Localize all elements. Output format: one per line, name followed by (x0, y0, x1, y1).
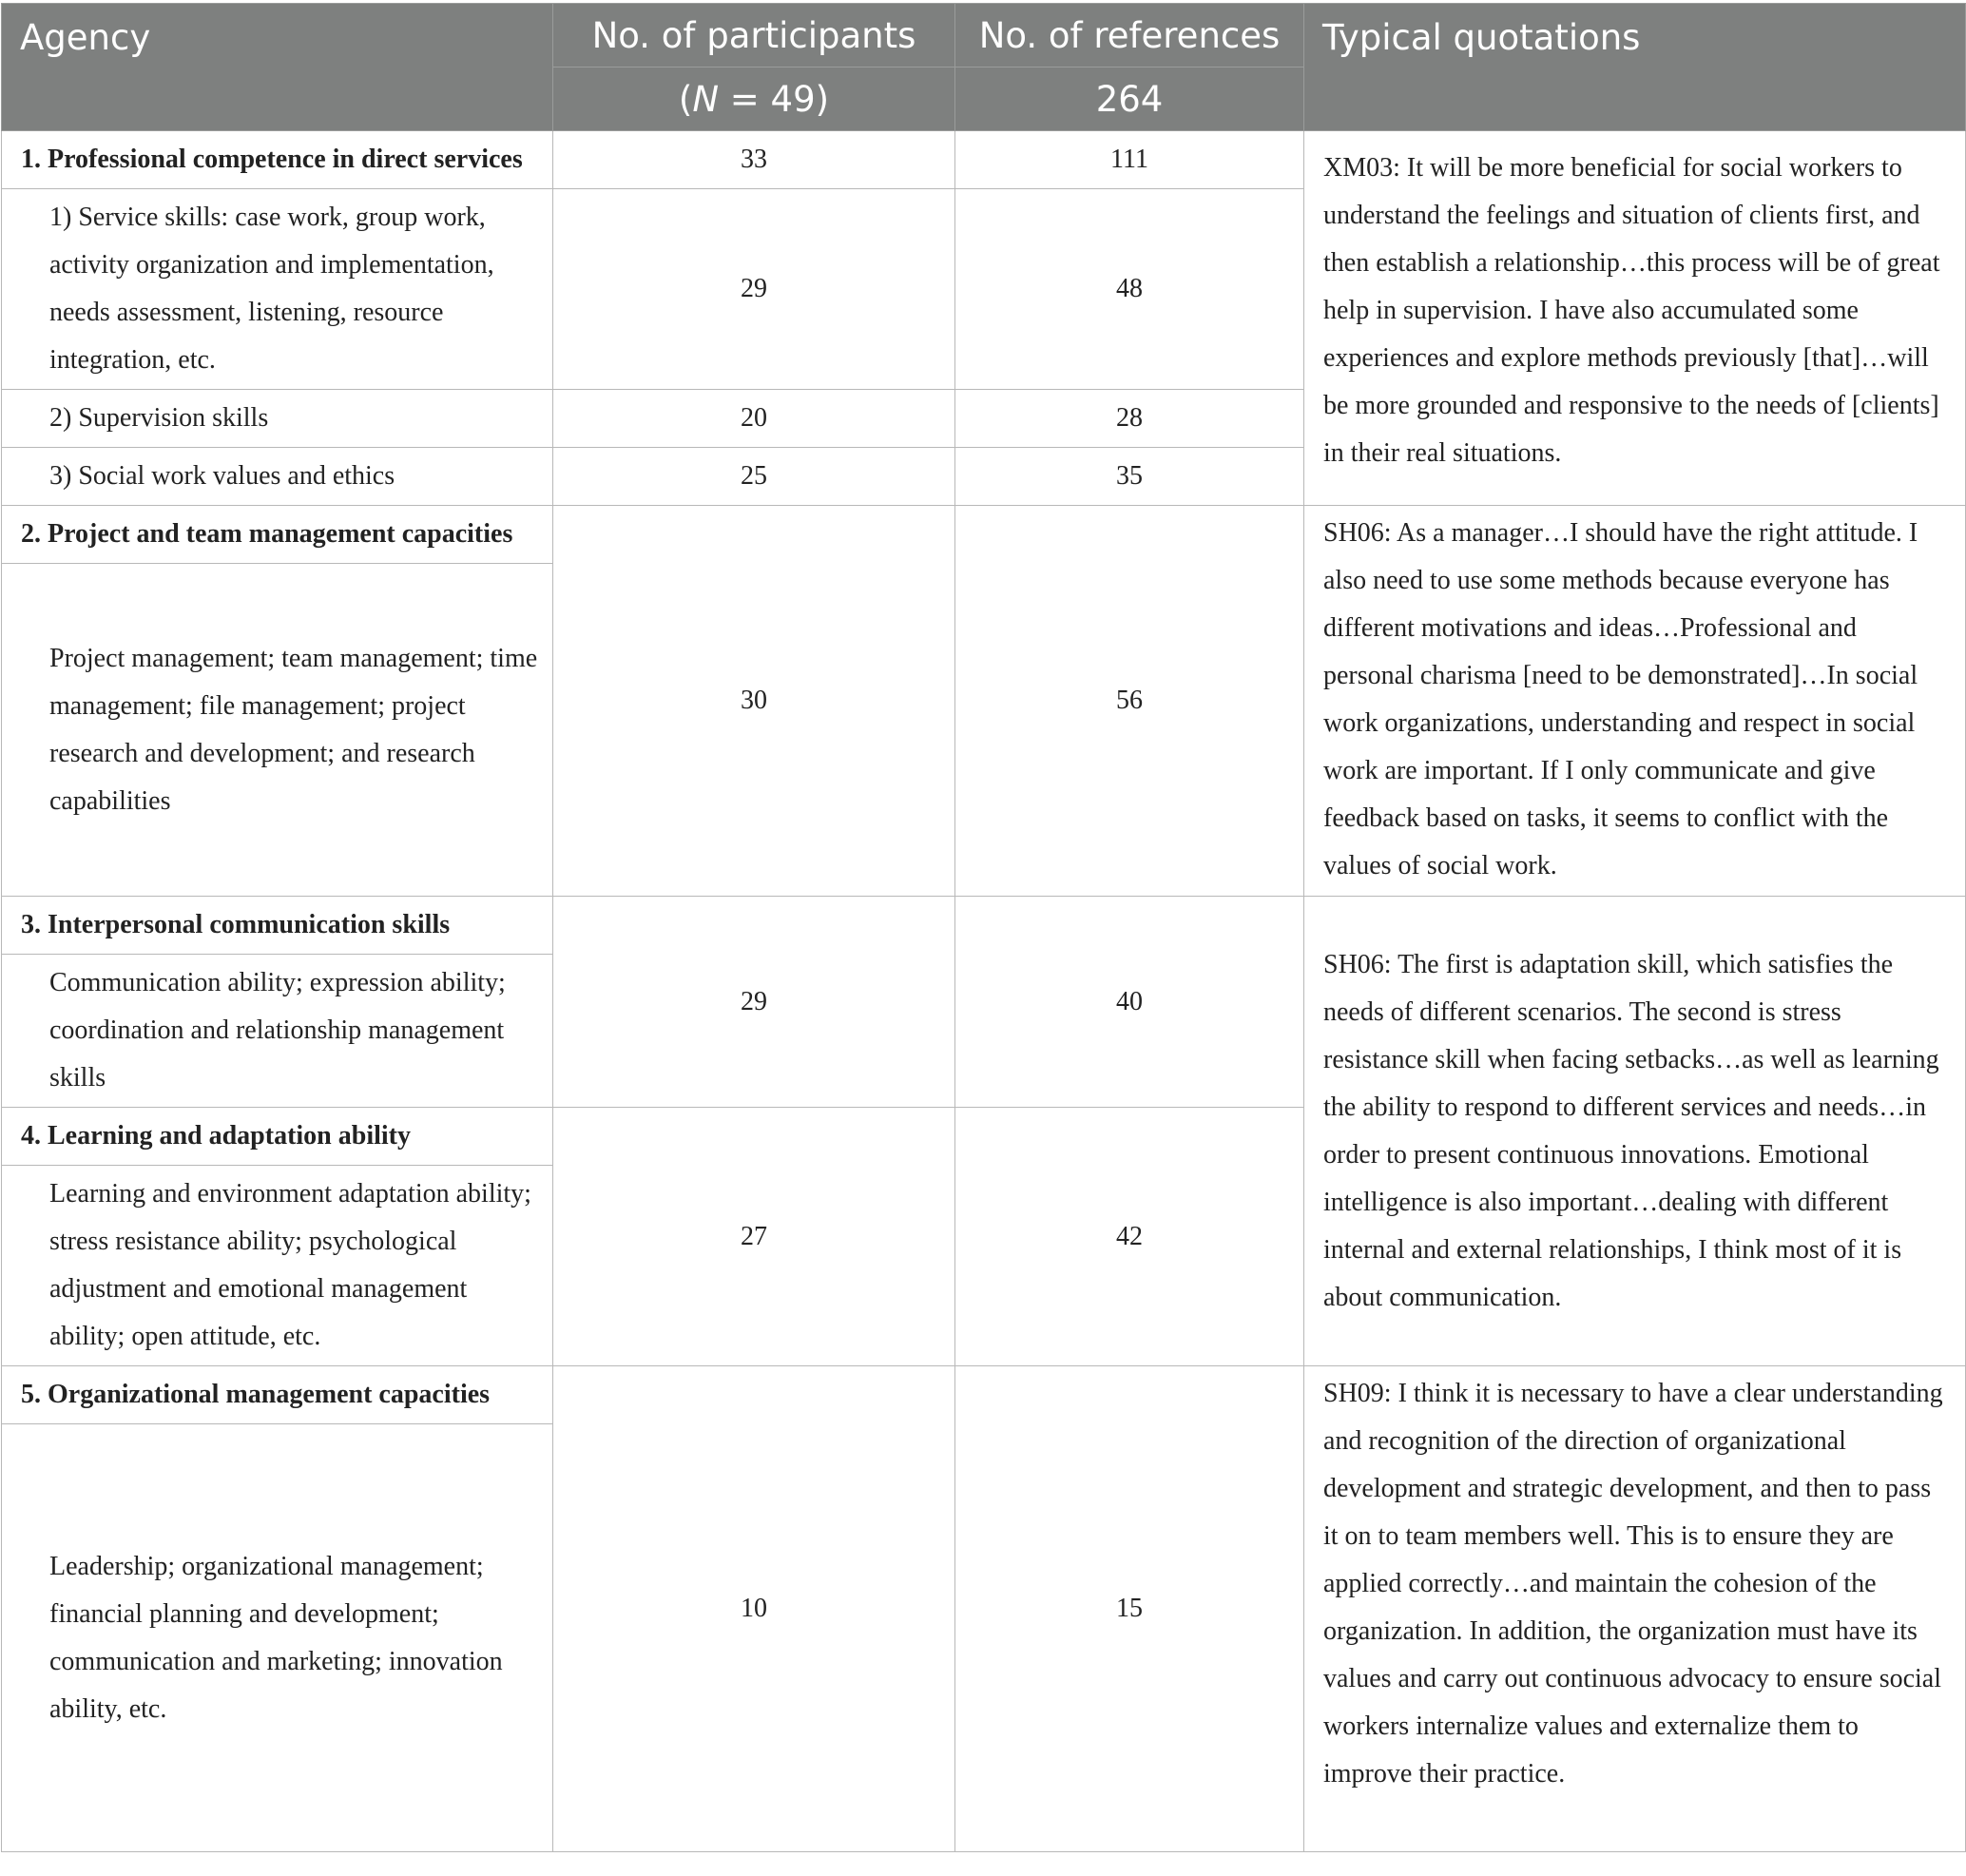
quotation-cell: SH06: As a manager…I should have the right attitude. I also need to use some methods because everyone has different motivations and ideas…Professional and personal charisma [need to be demonstrated]…In social work organizations, understanding and respect in social work are important. If I only communicate and give feedback based on tasks, it seems to conflict with the values of social work. (1304, 506, 1966, 897)
references-count: 42 (955, 1108, 1304, 1366)
participants-count: 33 (553, 131, 955, 189)
category-row-5 (2, 1366, 1966, 1424)
participants-n-prefix: ( (678, 78, 693, 120)
category-label: 4. Learning and adaptation ability (2, 1108, 553, 1166)
references-count: 15 (955, 1366, 1304, 1852)
references-count: 28 (955, 390, 1304, 448)
header-participants-n (553, 68, 955, 131)
participants-n-suffix: = 49) (719, 78, 830, 120)
header-references: No. of references (955, 4, 1304, 68)
header-participants: No. of participants (553, 4, 955, 68)
participants-count: 25 (553, 448, 955, 506)
header-references-total: 264 (955, 68, 1304, 131)
participants-count: 30 (553, 506, 955, 897)
header-agency: Agency (2, 4, 553, 131)
references-count: 35 (955, 448, 1304, 506)
category-row-2 (2, 506, 1966, 564)
agency-table (1, 3, 1966, 1852)
participants-count: 29 (553, 897, 955, 1108)
participants-n-variable: N (692, 78, 720, 120)
category-label: 2. Project and team management capacities (2, 506, 553, 564)
subcategory-label: Leadership; organizational management; financial planning and development; communication and marketing; innovation ability, etc. (2, 1424, 553, 1852)
references-count: 111 (955, 131, 1304, 189)
header-row-1 (2, 4, 1966, 68)
category-label: 5. Organizational management capacities (2, 1366, 553, 1424)
subcategory-label: 1) Service skills: case work, group work, activity organization and implementation, needs assessment, listening, resource integration, etc. (2, 189, 553, 390)
participants-count: 27 (553, 1108, 955, 1366)
category-label: 1. Professional competence in direct services (2, 131, 553, 189)
participants-count: 10 (553, 1366, 955, 1852)
participants-count: 29 (553, 189, 955, 390)
category-row-3 (2, 897, 1966, 955)
subcategory-label: 3) Social work values and ethics (2, 448, 553, 506)
header-quotations: Typical quotations (1304, 4, 1966, 131)
subcategory-label: 2) Supervision skills (2, 390, 553, 448)
references-count: 56 (955, 506, 1304, 897)
category-label: 3. Interpersonal communication skills (2, 897, 553, 955)
subcategory-label: Communication ability; expression ability; coordination and relationship management skills (2, 955, 553, 1108)
participants-count: 20 (553, 390, 955, 448)
quotation-cell: SH09: I think it is necessary to have a clear understanding and recognition of the direction of organizational development and strategic development, and then to pass it on to team members well. This is to ensure they are applied correctly…and maintain the cohesion of the organization. In addition, the organization must have its values and carry out continuous advocacy to ensure social workers internalize values and externalize them to improve their practice. (1304, 1366, 1966, 1852)
references-count: 40 (955, 897, 1304, 1108)
references-count: 48 (955, 189, 1304, 390)
quotation-cell: SH06: The first is adaptation skill, which satisfies the needs of different scenarios. The second is stress resistance skill when facing setbacks…as well as learning the ability to respond to different services and needs…in order to present continuous innovations. Emotional intelligence is also important…dealing with different internal and external relationships, I think most of it is about communication. (1304, 897, 1966, 1366)
category-row-1 (2, 131, 1966, 189)
subcategory-label: Learning and environment adaptation ability; stress resistance ability; psychological adjustment and emotional management ability; open attitude, etc. (2, 1166, 553, 1366)
subcategory-label: Project management; team management; time management; file management; project research and development; and research capabilities (2, 564, 553, 897)
quotation-cell: XM03: It will be more beneficial for social workers to understand the feelings and situation of clients first, and then establish a relationship…this process will be of great help in supervision. I have also accumulated some experiences and explore methods previously [that]…will be more grounded and responsive to the needs of [clients] in their real situations. (1304, 131, 1966, 506)
